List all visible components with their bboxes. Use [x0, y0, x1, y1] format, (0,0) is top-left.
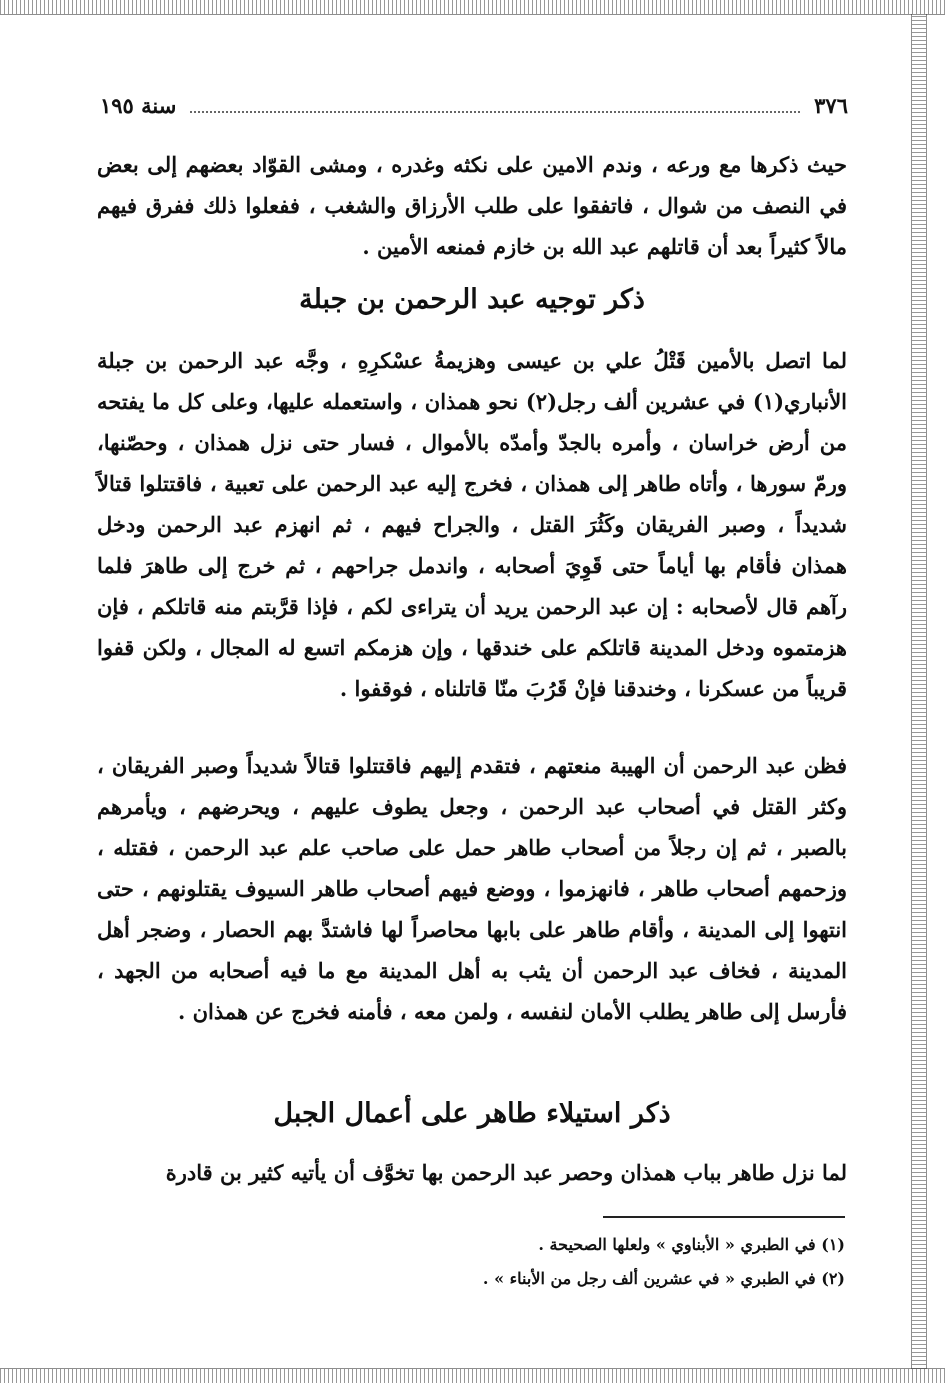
paragraph-4-text: لما نزل طاهر بباب همذان وحصر عبد الرحمن بها تخوَّف أن يأتيه كثير بن قادرة — [165, 1160, 847, 1185]
paragraph-1-text: حيث ذكرها مع ورعه ، وندم الامين على نكثه وغدره ، ومشى القوّاد بعضهم إلى بعض في النصف من شوال ، فاتفقوا على طلب الأرزاق والشغب ، ففعلوا ذلك ففرق فيهم مالاً كثيراً بعد أن قاتلهم عبد الله بن خازم فمنعه الأمين . — [97, 152, 847, 259]
paragraph-3-text: فظن عبد الرحمن أن الهيبة منعتهم ، فتقدم إليهم فاقتتلوا قتالاً شديداً وصبر الفريقان ، وكثر القتل في أصحاب عبد الرحمن ، وجعل يطوف عليهم ، ويحرضهم ، ويأمرهم بالصبر ، ثم إن رجلاً من أصحاب طاهر حمل على صاحب علم عبد الرحمن ، فقتله ، وزحمهم أصحاب طاهر ، فانهزموا ، ووضع فيهم أصحاب طاهر السيوف يقتلونهم ، حتى انتهوا إلى المدينة ، وأقام طاهر على بابها محاصراً لها فاشتدَّ بهم الحصار ، وضجر أهل المدينة ، فخاف عبد الرحمن أن يثب به أهل المدينة مع ما فيه أصحابه من الجهد ، فأرسل إلى طاهر يطلب الأمان لنفسه ، ولمن معه ، فأمنه فخرج عن همذان . — [97, 753, 847, 1024]
running-header — [100, 88, 848, 122]
footnote-separator — [603, 1216, 845, 1218]
paragraph-2-text: لما اتصل بالأمين قَتْلُ علي بن عيسى وهزيمةُ عسْكرِهِ ، وجَّه عبد الرحمن بن جبلة الأنباري(١) في عشرين ألف رجل(٢) نحو همذان ، واستعمله عليها، وعلى كل ما يفتحه من أرض خراسان ، وأمره بالجدّ وأمدّه بالأموال ، فسار حتى نزل همذان ، وحصّنها، ورمّ سورها ، وأتاه طاهر إلى همذان ، فخرج إليه عبد الرحمن على تعبية ، فاقتتلوا قتالاً شديداً ، وصبر الفريقان وكَثُرَ القتل ، والجراح فيهم ، ثم انهزم عبد الرحمن ودخل همذان فأقام بها أياماً حتى قَوِيَ أصحابه ، واندمل جراحهم ، ثم خرج إلى طاهرَ فلما رآهم قال لأصحابه : إن عبد الرحمن يريد أن يتراءى لكم ، فإذا قرَّبتم منه قاتلكم ، فإن هزمتموه ودخل المدينة قاتلكم على خندقها ، وإن هزمكم اتسع له المجال ، ولكن قفوا قريباً من عسكرنا ، وخندقنا فإنْ قَرُبَ منّا قاتلناه ، فوقفوا . — [97, 348, 847, 701]
paragraph-1 — [97, 144, 847, 267]
header-dot-leader — [190, 97, 800, 113]
footnote-2: (٢) في الطبري « في عشرين ألف رجل من الأبناء » . — [482, 1269, 845, 1288]
section-heading-2: ذكر استيلاء طاهر على أعمال الجبل — [273, 1098, 671, 1129]
paragraph-2 — [97, 340, 847, 709]
section-heading-1: ذكر توجيه عبد الرحمن بن جبلة — [299, 284, 645, 315]
paragraph-4 — [97, 1152, 847, 1193]
footnotes — [95, 1228, 845, 1296]
year-label: سنة ١٩٥ — [100, 92, 177, 118]
paragraph-3 — [97, 745, 847, 1032]
page-number: ٣٧٦ — [814, 92, 848, 118]
footnote-1: (١) في الطبري « الأبناوي » ولعلها الصحيحة . — [538, 1235, 845, 1254]
